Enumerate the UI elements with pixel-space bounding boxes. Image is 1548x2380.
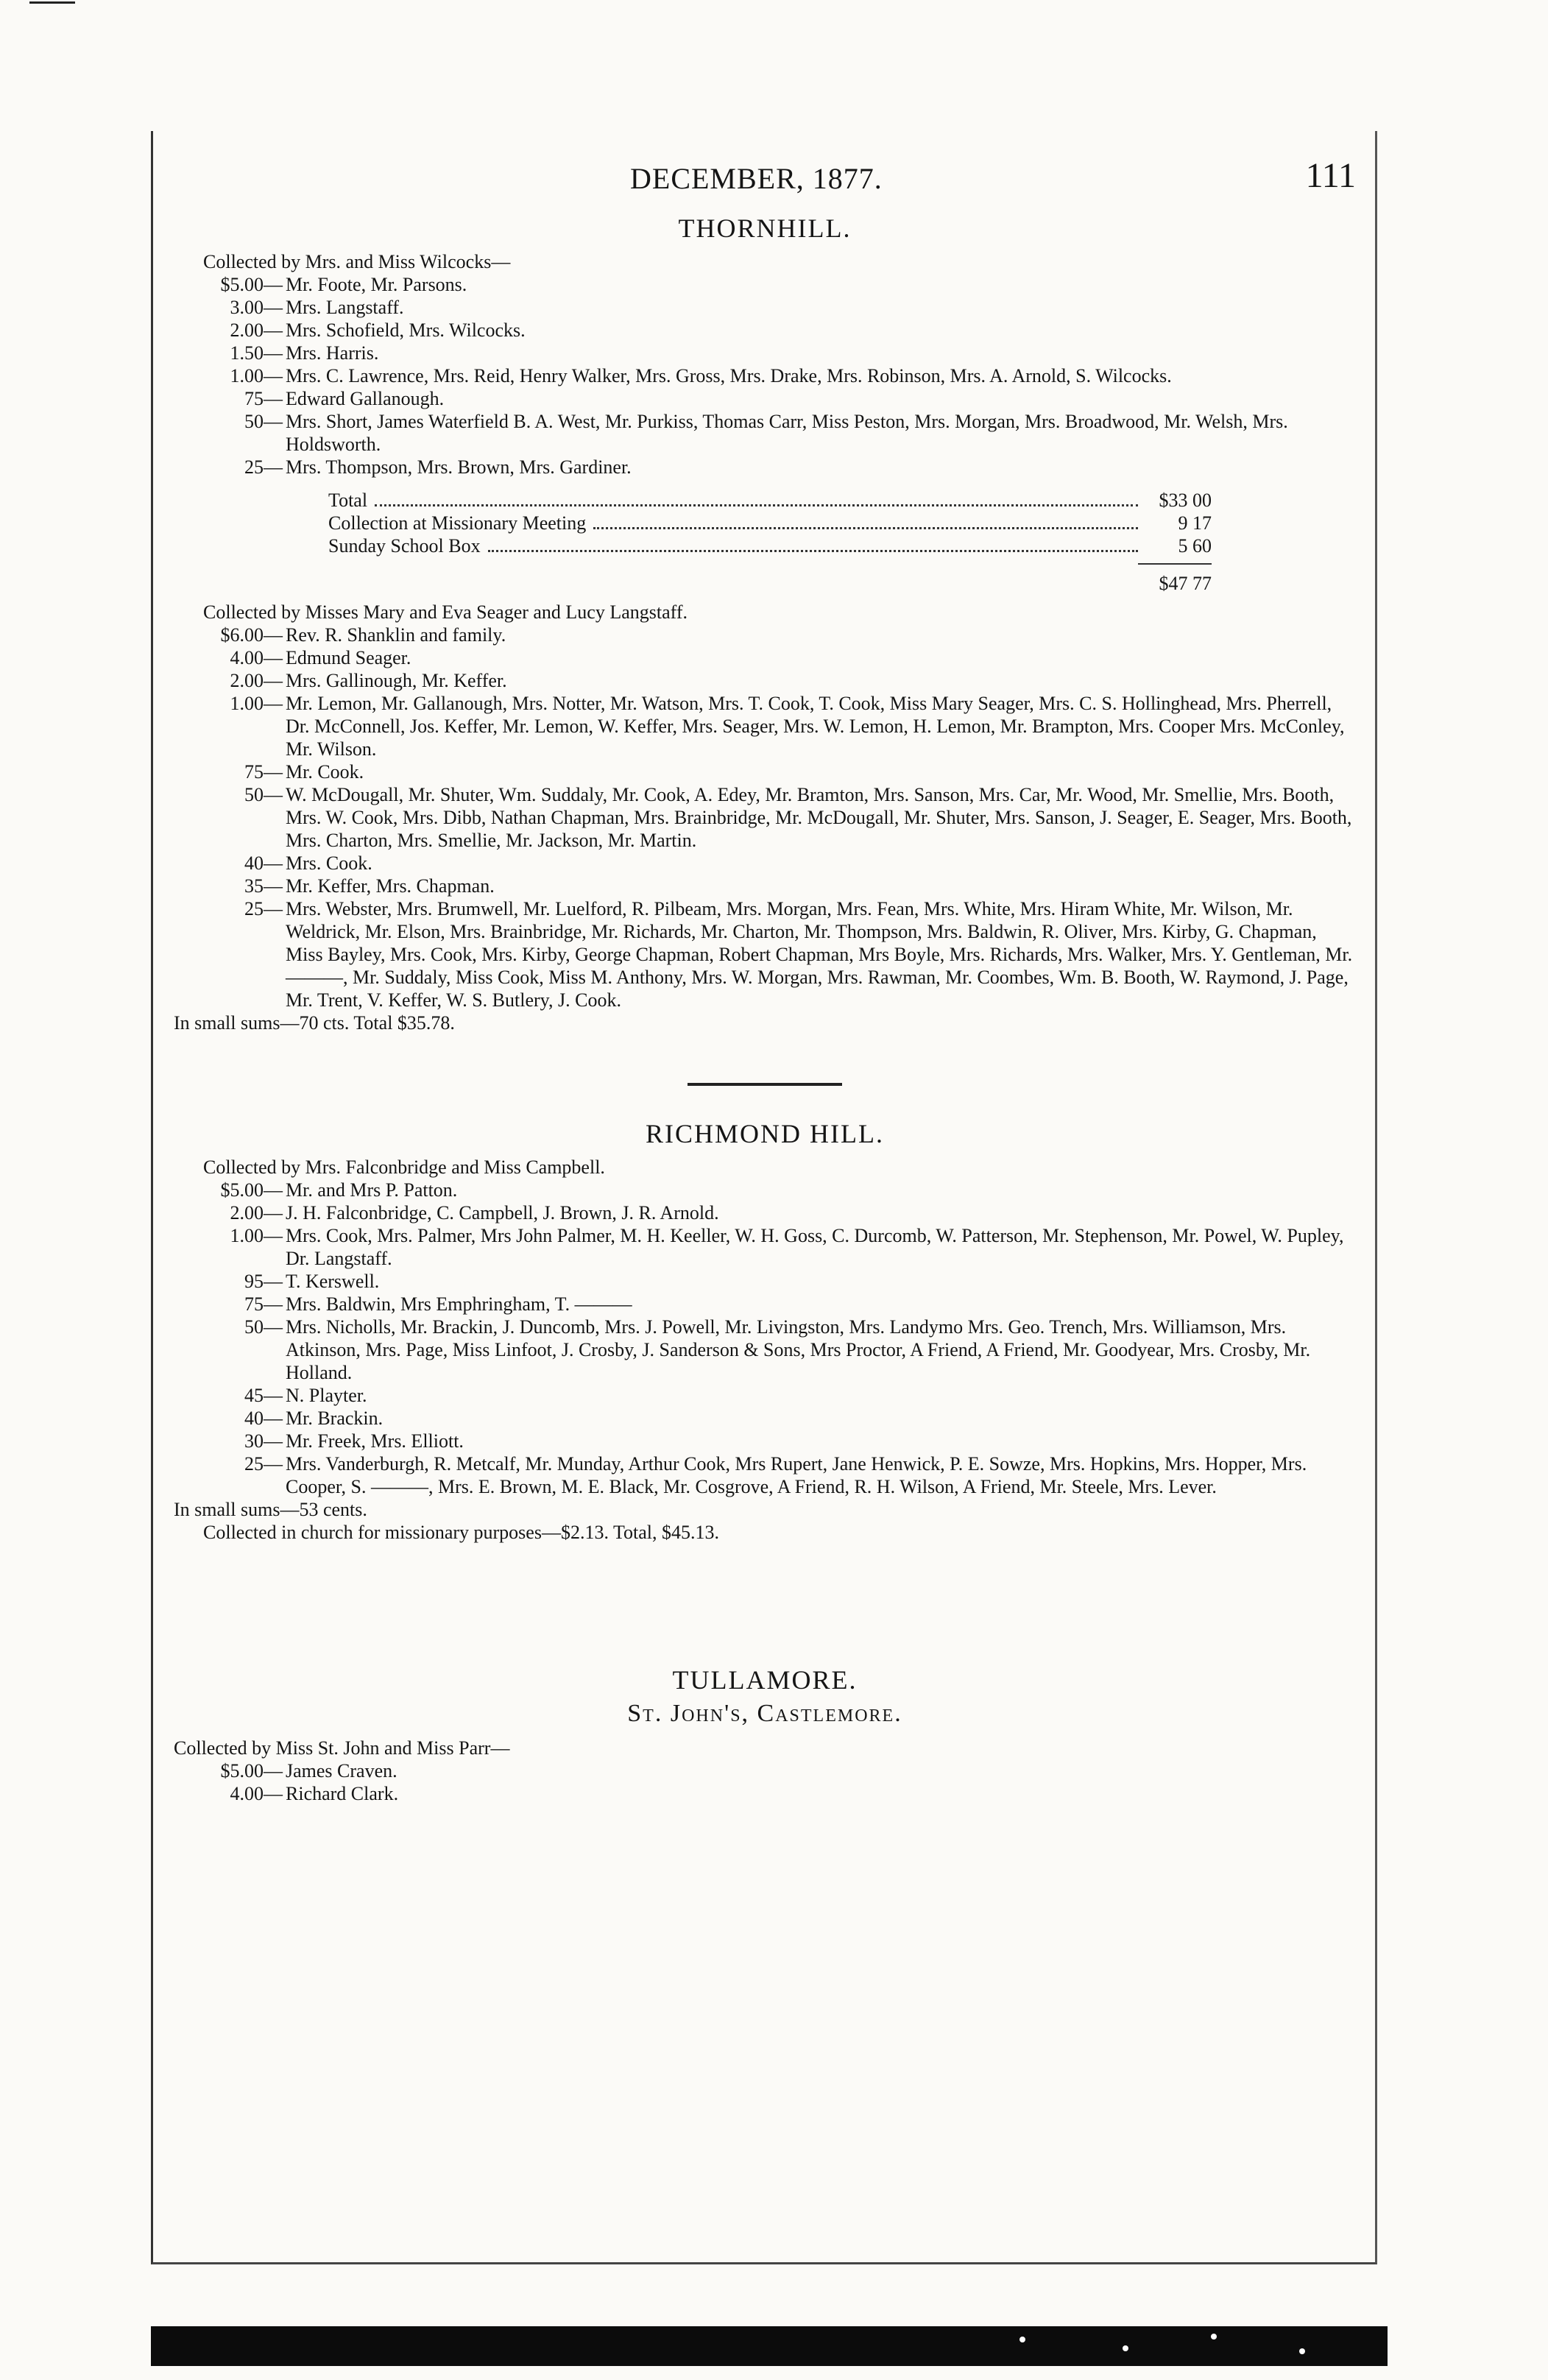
section-title-richmond-hill: RICHMOND HILL.: [646, 1119, 884, 1148]
entry-amount: 75—: [244, 388, 283, 409]
entry-names: Mrs. Langstaff.: [286, 297, 404, 318]
entry-amount: 75—: [244, 1293, 283, 1315]
entry-names: Mrs. Harris.: [286, 342, 379, 364]
entry-names: J. H. Falconbridge, C. Campbell, J. Brown, J. R. Arnold.: [286, 1202, 719, 1223]
page-content: [174, 151, 1356, 1805]
contribution-entry: [174, 410, 1356, 456]
contribution-entry: [174, 692, 1356, 760]
entry-amount: 1.00—: [230, 365, 283, 386]
contribution-entry: [174, 1384, 1356, 1407]
contribution-entry: [174, 1293, 1356, 1316]
church-collection-note: Collected in church for missionary purposes—$2.13. Total, $45.13.: [203, 1522, 720, 1543]
scan-bottom-bar: [151, 2326, 1388, 2366]
contribution-entry: [174, 296, 1356, 319]
contribution-entry: [174, 852, 1356, 875]
small-sums-line: In small sums—70 cts. Total $35.78.: [174, 1012, 455, 1034]
running-head: DECEMBER, 1877.: [630, 162, 883, 195]
entry-names: Mr. and Mrs P. Patton.: [286, 1179, 458, 1201]
contribution-entry: [174, 1201, 1356, 1224]
entry-amount: 45—: [244, 1385, 283, 1406]
entry-amount: 25—: [244, 898, 283, 919]
entry-names: Richard Clark.: [286, 1783, 399, 1804]
leader-dots: [593, 527, 1138, 529]
total-label: Sunday School Box: [328, 535, 481, 557]
entry-names: Mrs. Baldwin, Mrs Emphringham, T. ———: [286, 1293, 632, 1315]
contribution-entry: [174, 1270, 1356, 1293]
contribution-entry: [174, 1316, 1356, 1384]
section-title-thornhill: THORNHILL.: [678, 213, 852, 243]
entry-amount: 40—: [244, 1408, 283, 1429]
contribution-entry: [174, 646, 1356, 669]
scan-edge-mark: [29, 1, 75, 4]
spacer: [174, 1544, 1356, 1654]
entry-amount: $6.00—: [220, 624, 283, 646]
contribution-entry: [174, 669, 1356, 692]
entry-amount: 25—: [244, 456, 283, 478]
entry-list: [174, 1179, 1356, 1498]
entry-names: Mr. Freek, Mrs. Elliott.: [286, 1430, 464, 1452]
entry-names: N. Playter.: [286, 1385, 367, 1406]
contribution-entry: [174, 1407, 1356, 1430]
entry-names: Mr. Foote, Mr. Parsons.: [286, 274, 467, 295]
grand-total: $47 77: [1159, 573, 1212, 594]
entry-names: Rev. R. Shanklin and family.: [286, 624, 506, 646]
scan-speck: [1123, 2345, 1128, 2351]
contribution-entry: [174, 897, 1356, 1011]
entry-amount: $5.00—: [220, 1179, 283, 1201]
entry-names: Edward Gallanough.: [286, 388, 445, 409]
entry-amount: 30—: [244, 1430, 283, 1452]
entry-amount: 75—: [244, 761, 283, 783]
contribution-entry: [174, 783, 1356, 852]
entry-amount: $5.00—: [220, 274, 283, 295]
entry-amount: $5.00—: [220, 1760, 283, 1782]
entry-amount: 35—: [244, 875, 283, 897]
total-row: [328, 512, 1212, 534]
entry-names: Mrs. C. Lawrence, Mrs. Reid, Henry Walker, Mrs. Gross, Mrs. Drake, Mrs. Robinson, Mrs. A. Arnold, S. Wilcocks.: [286, 365, 1172, 386]
entry-names: Mrs. Schofield, Mrs. Wilcocks.: [286, 319, 526, 341]
contribution-entry: [174, 1430, 1356, 1452]
contribution-entry: [174, 1452, 1356, 1498]
collector-line: Collected by Mrs. and Miss Wilcocks—: [203, 251, 511, 272]
total-label: Collection at Missionary Meeting: [328, 512, 587, 534]
page-number: 111: [1305, 156, 1356, 195]
entry-names: Mrs. Thompson, Mrs. Brown, Mrs. Gardiner.: [286, 456, 632, 478]
entry-amount: 2.00—: [230, 670, 283, 691]
entry-names: Mr. Lemon, Mr. Gallanough, Mrs. Notter, Mr. Watson, Mrs. T. Cook, T. Cook, Miss Mary Seager, Mrs. C. S. Hollinghead, Mrs. Pherrell, Dr. McConnell, Jos. Keffer, Mr. Lemon, W. Keffer, Mrs. Seager, Mrs. W. Lemon, H. Lemon, Mr. Brampton, Mrs. Cooper Mrs. McConley, Mr. Wilson.: [286, 693, 1345, 760]
leader-dots: [375, 504, 1138, 506]
contribution-entry: [174, 319, 1356, 342]
contribution-entry: [174, 624, 1356, 646]
entry-amount: 95—: [244, 1271, 283, 1292]
total-value: $33 00: [1159, 490, 1212, 511]
entry-amount: 25—: [244, 1453, 283, 1475]
contribution-entry: [174, 1224, 1356, 1270]
entry-names: Mrs. Short, James Waterfield B. A. West, Mr. Purkiss, Thomas Carr, Miss Peston, Mrs. Morgan, Mrs. Broadwood, Mr. Welsh, Mrs. Holdsworth.: [286, 411, 1288, 455]
entry-names: Mrs. Vanderburgh, R. Metcalf, Mr. Munday, Arthur Cook, Mrs Rupert, Jane Henwick, P. E. Sowze, Mrs. Hopkins, Mrs. Hopper, Mrs. Cooper, S. ———, Mrs. E. Brown, M. E. Black, Mr. Cosgrove, A Friend, R. H. Wilson, A Friend, Mr. Steele, Mrs. Lever.: [286, 1453, 1307, 1497]
total-row: [328, 534, 1212, 557]
entry-amount: 3.00—: [230, 297, 283, 318]
contribution-entry: [174, 1179, 1356, 1201]
entry-amount: 4.00—: [230, 647, 283, 668]
entry-names: James Craven.: [286, 1760, 397, 1782]
collector-line: Collected by Mrs. Falconbridge and Miss Campbell.: [203, 1157, 605, 1178]
entry-amount: 4.00—: [230, 1783, 283, 1804]
contribution-entry: [174, 456, 1356, 479]
contribution-entry: [174, 875, 1356, 897]
entry-amount: 2.00—: [230, 1202, 283, 1223]
contribution-entry: [174, 342, 1356, 364]
entry-amount: 50—: [244, 784, 283, 805]
entry-names: Mr. Keffer, Mrs. Chapman.: [286, 875, 495, 897]
scan-speck: [1299, 2348, 1305, 2354]
entry-names: W. McDougall, Mr. Shuter, Wm. Suddaly, Mr. Cook, A. Edey, Mr. Bramton, Mrs. Sanson, Mrs. Car, Mr. Wood, Mr. Smellie, Mrs. Booth, Mrs. W. Cook, Mrs. Dibb, Nathan Chapman, Mrs. Brainbridge, Mr. McDougall, Mr. Shuter, Mrs. Sanson, J. Seager, E. Seager, Mrs. Booth, Mrs. Charton, Mrs. Smellie, Mr. Jackson, Mr. Martin.: [286, 784, 1352, 851]
contribution-entry: [174, 364, 1356, 387]
entry-amount: 50—: [244, 411, 283, 432]
entry-amount: 1.00—: [230, 693, 283, 714]
entry-list: [174, 624, 1356, 1011]
entry-amount: 2.00—: [230, 319, 283, 341]
totals-block: [328, 489, 1212, 595]
contribution-entry: [174, 1759, 1356, 1782]
small-sums-line: In small sums—53 cents.: [174, 1499, 367, 1520]
leader-dots: [488, 550, 1138, 552]
entry-names: Mrs. Cook.: [286, 852, 372, 874]
contribution-entry: [174, 273, 1356, 296]
scan-speck: [1019, 2337, 1025, 2342]
scan-speck: [1211, 2334, 1217, 2340]
entry-names: Edmund Seager.: [286, 647, 411, 668]
section-title-tullamore: TULLAMORE.: [672, 1665, 858, 1695]
contribution-entry: [174, 760, 1356, 783]
page-header: [174, 151, 1356, 202]
entry-amount: 50—: [244, 1316, 283, 1338]
entry-amount: 1.50—: [230, 342, 283, 364]
entry-names: Mr. Cook.: [286, 761, 364, 783]
entry-list: [174, 1759, 1356, 1805]
contribution-entry: [174, 387, 1356, 410]
collector-line: Collected by Misses Mary and Eva Seager and Lucy Langstaff.: [203, 601, 688, 623]
sum-rule: [1138, 563, 1212, 565]
total-row: [328, 489, 1212, 512]
section-divider: [688, 1083, 842, 1086]
contribution-entry: [174, 1782, 1356, 1805]
entry-names: Mrs. Webster, Mrs. Brumwell, Mr. Luelford, R. Pilbeam, Mrs. Morgan, Mrs. Fean, Mrs. White, Mrs. Hiram White, Mr. Wilson, Mr. Weldrick, Mr. Elson, Mrs. Brainbridge, Mr. Richards, Mr. Charton, Mr. Thompson, Mrs. Baldwin, R. Oliver, Mrs. Kirby, G. Chapman, Miss Bayley, Mrs. Cook, Mrs. Kirby, George Chapman, Robert Chapman, Mrs Boyle, Mrs. Richards, Mrs. Walker, Mrs. Y. Gentleman, Mr. ———, Mr. Suddaly, Miss Cook, Miss M. Anthony, Mrs. W. Morgan, Mrs. Rawman, Mr. Coombes, Wm. B. Booth, W. Raymond, J. Page, Mr. Trent, V. Keffer, W. S. Butlery, J. Cook.: [286, 898, 1353, 1011]
collector-line: Collected by Miss St. John and Miss Parr—: [174, 1737, 510, 1759]
entry-amount: 1.00—: [230, 1225, 283, 1246]
entry-names: Mrs. Cook, Mrs. Palmer, Mrs John Palmer, M. H. Keeller, W. H. Goss, C. Durcomb, W. Patterson, Mr. Stephenson, Mr. Powel, W. Pupley, Dr. Langstaff.: [286, 1225, 1344, 1269]
entry-names: Mr. Brackin.: [286, 1408, 384, 1429]
total-value: 5 60: [1178, 535, 1212, 557]
total-value: 9 17: [1178, 512, 1212, 534]
entry-list: [174, 273, 1356, 479]
subsection-title: St. John's, Castlemore.: [627, 1700, 902, 1727]
entry-names: Mrs. Nicholls, Mr. Brackin, J. Duncomb, Mrs. J. Powell, Mr. Livingston, Mrs. Landymo Mrs. Geo. Trench, Mrs. Williamson, Mrs. Atkinson, Mrs. Page, Miss Linfoot, J. Crosby, J. Sanderson & Sons, Mrs Proctor, A Friend, A Friend, Mr. Goodyear, Mrs. Crosby, Mr. Holland.: [286, 1316, 1311, 1383]
entry-amount: 40—: [244, 852, 283, 874]
total-label: Total: [328, 490, 368, 511]
entry-names: T. Kerswell.: [286, 1271, 380, 1292]
entry-names: Mrs. Gallinough, Mr. Keffer.: [286, 670, 507, 691]
